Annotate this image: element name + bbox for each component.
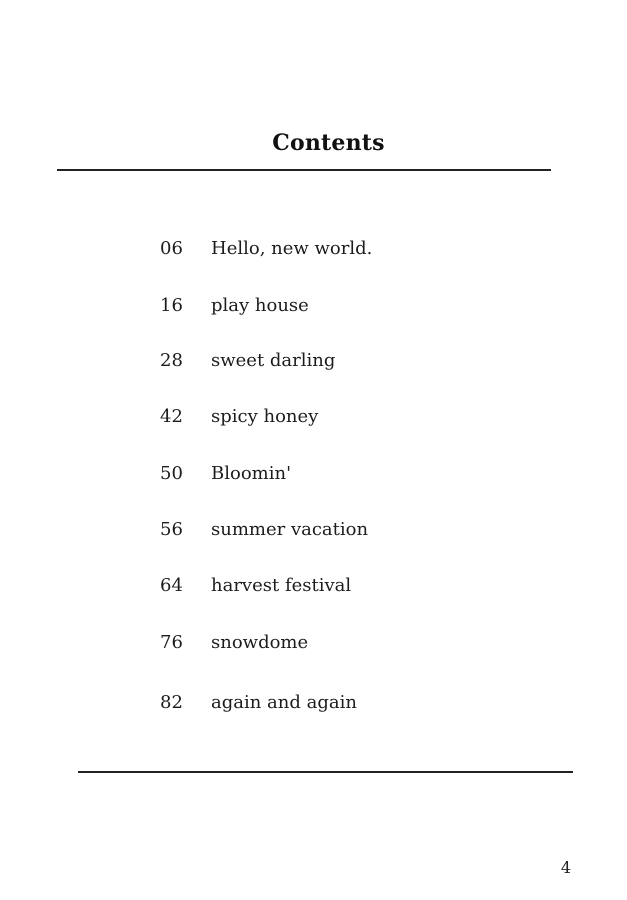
toc-entry-title: summer vacation <box>211 519 369 540</box>
bottom-divider <box>78 771 573 773</box>
toc-page-number: 06 <box>160 238 183 259</box>
toc-entry-title: spicy honey <box>211 406 319 427</box>
toc-page-number: 16 <box>160 295 183 316</box>
toc-entry-title: Hello, new world. <box>211 238 373 259</box>
toc-page-number: 50 <box>160 463 183 484</box>
toc-entry-title: Bloomin' <box>211 463 292 484</box>
page-title: Contents <box>272 130 385 156</box>
toc-entry-title: sweet darling <box>211 350 336 371</box>
toc-page-number: 76 <box>160 632 183 653</box>
toc-page-number: 28 <box>160 350 183 371</box>
toc-entry-title: harvest festival <box>211 575 352 596</box>
toc-entry-title: snowdome <box>211 632 309 653</box>
page-number: 4 <box>560 858 572 877</box>
toc-page-number: 82 <box>160 692 183 713</box>
toc-entry-title: play house <box>211 295 309 316</box>
toc-page-number: 64 <box>160 575 183 596</box>
toc-entry-title: again and again <box>211 692 357 713</box>
toc-page-number: 56 <box>160 519 183 540</box>
toc-page-number: 42 <box>160 406 183 427</box>
